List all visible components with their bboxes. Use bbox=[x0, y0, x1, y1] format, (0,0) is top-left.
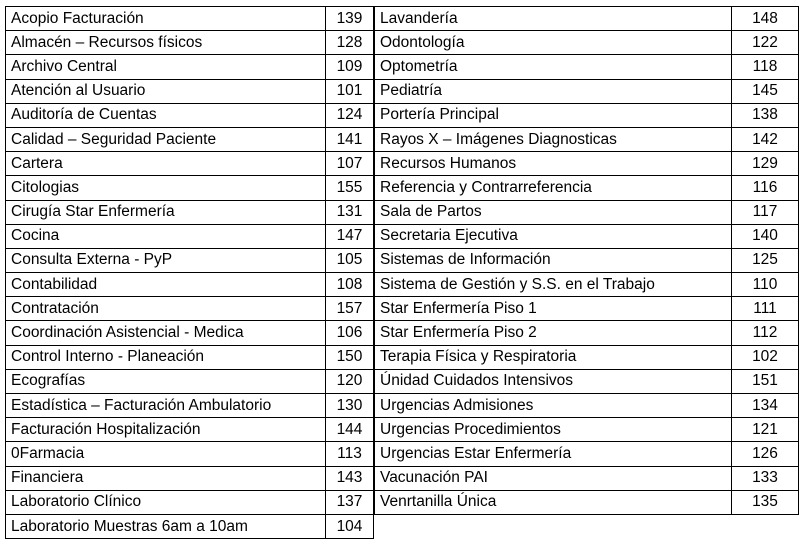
department-name: Coordinación Asistencial - Medica bbox=[6, 321, 326, 345]
extension-number: 107 bbox=[326, 152, 374, 176]
department-name: Terapia Física y Respiratoria bbox=[375, 345, 732, 369]
department-name: Sala de Partos bbox=[375, 200, 732, 224]
right-table-body bbox=[375, 7, 799, 515]
department-name: Optometría bbox=[375, 55, 732, 79]
extension-number: 106 bbox=[326, 321, 374, 345]
table-row bbox=[6, 152, 374, 176]
department-name: Pediatría bbox=[375, 79, 732, 103]
department-name: Lavandería bbox=[375, 7, 732, 31]
extension-number: 150 bbox=[326, 345, 374, 369]
table-row bbox=[6, 55, 374, 79]
department-name: Ecografías bbox=[6, 369, 326, 393]
extension-number: 148 bbox=[732, 7, 799, 31]
extension-number: 144 bbox=[326, 418, 374, 442]
extension-table-right bbox=[374, 6, 799, 515]
table-row bbox=[6, 394, 374, 418]
department-name: Almacén – Recursos físicos bbox=[6, 31, 326, 55]
extension-number: 139 bbox=[326, 7, 374, 31]
extension-number: 113 bbox=[326, 442, 374, 466]
department-name: Cartera bbox=[6, 152, 326, 176]
table-row bbox=[6, 514, 374, 538]
extension-number: 147 bbox=[326, 224, 374, 248]
extension-number: 128 bbox=[326, 31, 374, 55]
extension-number: 135 bbox=[732, 490, 799, 514]
extension-number: 105 bbox=[326, 248, 374, 272]
department-name: Auditoría de Cuentas bbox=[6, 103, 326, 127]
table-row bbox=[375, 369, 799, 393]
extension-number: 140 bbox=[732, 224, 799, 248]
department-name: Rayos X – Imágenes Diagnosticas bbox=[375, 127, 732, 151]
department-name: Urgencias Estar Enfermería bbox=[375, 442, 732, 466]
table-row bbox=[375, 55, 799, 79]
department-name: Calidad – Seguridad Paciente bbox=[6, 127, 326, 151]
department-name: Financiera bbox=[6, 466, 326, 490]
department-name: Contratación bbox=[6, 297, 326, 321]
extension-number: 129 bbox=[732, 152, 799, 176]
table-row bbox=[375, 466, 799, 490]
table-row bbox=[375, 103, 799, 127]
table-row bbox=[375, 152, 799, 176]
table-row bbox=[6, 7, 374, 31]
table-row bbox=[375, 394, 799, 418]
department-name: Citologias bbox=[6, 176, 326, 200]
extension-number: 102 bbox=[732, 345, 799, 369]
table-row bbox=[6, 321, 374, 345]
department-name: Facturación Hospitalización bbox=[6, 418, 326, 442]
department-name: Portería Principal bbox=[375, 103, 732, 127]
department-name: Sistema de Gestión y S.S. en el Trabajo bbox=[375, 273, 732, 297]
table-row bbox=[375, 273, 799, 297]
extension-number: 131 bbox=[326, 200, 374, 224]
department-name: Cirugía Star Enfermería bbox=[6, 200, 326, 224]
extension-number: 143 bbox=[326, 466, 374, 490]
department-name: Urgencias Admisiones bbox=[375, 394, 732, 418]
extension-number: 138 bbox=[732, 103, 799, 127]
table-row bbox=[6, 200, 374, 224]
department-name: Acopio Facturación bbox=[6, 7, 326, 31]
table-row bbox=[375, 31, 799, 55]
table-row bbox=[375, 224, 799, 248]
department-name: Laboratorio Clínico bbox=[6, 490, 326, 514]
department-name: Consulta Externa - PyP bbox=[6, 248, 326, 272]
extension-number: 108 bbox=[326, 273, 374, 297]
department-name: Control Interno - Planeación bbox=[6, 345, 326, 369]
table-row bbox=[375, 442, 799, 466]
table-row bbox=[375, 7, 799, 31]
left-table-body bbox=[6, 7, 374, 539]
table-row bbox=[375, 200, 799, 224]
table-row bbox=[375, 321, 799, 345]
extension-number: 134 bbox=[732, 394, 799, 418]
table-row bbox=[6, 297, 374, 321]
table-row bbox=[6, 127, 374, 151]
table-row bbox=[6, 466, 374, 490]
table-row bbox=[375, 418, 799, 442]
table-row bbox=[6, 176, 374, 200]
table-row bbox=[375, 79, 799, 103]
extension-number: 151 bbox=[732, 369, 799, 393]
table-row bbox=[6, 103, 374, 127]
extension-number: 125 bbox=[732, 248, 799, 272]
extension-number: 101 bbox=[326, 79, 374, 103]
department-name: Secretaria Ejecutiva bbox=[375, 224, 732, 248]
extension-number: 110 bbox=[732, 273, 799, 297]
department-name: Sistemas de Información bbox=[375, 248, 732, 272]
department-name: Star Enfermería Piso 1 bbox=[375, 297, 732, 321]
department-name: Laboratorio Muestras 6am a 10am bbox=[6, 514, 326, 538]
extension-number: 120 bbox=[326, 369, 374, 393]
department-name: Cocina bbox=[6, 224, 326, 248]
table-row bbox=[6, 418, 374, 442]
table-row bbox=[375, 248, 799, 272]
table-row bbox=[375, 176, 799, 200]
department-name: Venrtanilla Única bbox=[375, 490, 732, 514]
extension-number: 126 bbox=[732, 442, 799, 466]
extension-number: 112 bbox=[732, 321, 799, 345]
department-name: Archivo Central bbox=[6, 55, 326, 79]
department-name: Odontología bbox=[375, 31, 732, 55]
table-row bbox=[375, 297, 799, 321]
extension-number: 122 bbox=[732, 31, 799, 55]
table-row bbox=[6, 31, 374, 55]
table-row bbox=[375, 490, 799, 514]
extension-number: 117 bbox=[732, 200, 799, 224]
table-row bbox=[6, 369, 374, 393]
extension-number: 124 bbox=[326, 103, 374, 127]
extension-number: 142 bbox=[732, 127, 799, 151]
department-name: Atención al Usuario bbox=[6, 79, 326, 103]
department-name: Contabilidad bbox=[6, 273, 326, 297]
department-name: Star Enfermería Piso 2 bbox=[375, 321, 732, 345]
table-row bbox=[375, 127, 799, 151]
extension-number: 141 bbox=[326, 127, 374, 151]
department-name: Únidad Cuidados Intensivos bbox=[375, 369, 732, 393]
extension-number: 155 bbox=[326, 176, 374, 200]
department-name: Vacunación PAI bbox=[375, 466, 732, 490]
extension-number: 118 bbox=[732, 55, 799, 79]
table-row bbox=[6, 248, 374, 272]
extension-number: 157 bbox=[326, 297, 374, 321]
extension-number: 145 bbox=[732, 79, 799, 103]
department-name: 0Farmacia bbox=[6, 442, 326, 466]
table-row bbox=[6, 490, 374, 514]
extension-number: 116 bbox=[732, 176, 799, 200]
extension-number: 133 bbox=[732, 466, 799, 490]
department-name: Referencia y Contrarreferencia bbox=[375, 176, 732, 200]
table-row bbox=[6, 345, 374, 369]
table-row bbox=[6, 224, 374, 248]
table-row bbox=[6, 442, 374, 466]
extension-number: 109 bbox=[326, 55, 374, 79]
department-name: Estadística – Facturación Ambulatorio bbox=[6, 394, 326, 418]
table-row bbox=[375, 345, 799, 369]
extension-number: 137 bbox=[326, 490, 374, 514]
table-row bbox=[6, 273, 374, 297]
department-name: Urgencias Procedimientos bbox=[375, 418, 732, 442]
extension-table-left bbox=[5, 6, 374, 539]
extension-number: 130 bbox=[326, 394, 374, 418]
table-row bbox=[6, 79, 374, 103]
extension-number: 111 bbox=[732, 297, 799, 321]
extension-number: 121 bbox=[732, 418, 799, 442]
extension-number: 104 bbox=[326, 514, 374, 538]
department-name: Recursos Humanos bbox=[375, 152, 732, 176]
